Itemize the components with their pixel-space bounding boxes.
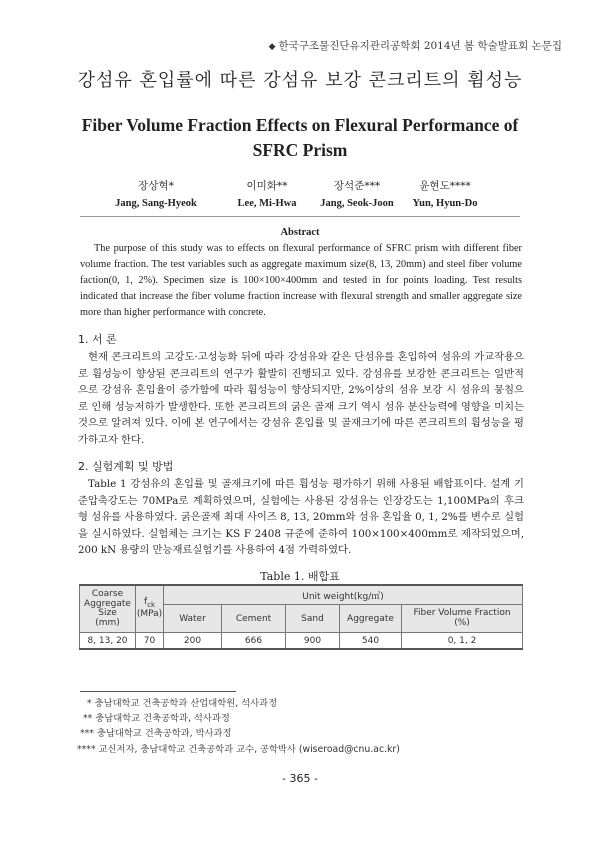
page-number: - 365 - xyxy=(282,772,318,785)
header-sand: Sand xyxy=(286,605,340,633)
footnote: * 충남대학교 건축공학과 산업대학원, 석사과정 xyxy=(87,698,278,709)
table-cell: 666 xyxy=(222,633,286,650)
section-heading-method: 2. 실험계획 및 방법 xyxy=(78,460,174,473)
section-text-method: Table 1 강섬유의 혼입률 및 골재크기에 따른 휨성능 평가하기 위해 사용된 배합표이다. 설계 기준압축강도는 70MPa로 계획하였으며, 실험에는 사용된 강섬유는 인장강도는 1,100MPa의 후크형 섬유를 사용하였다. 굵은골재 최대 사이즈 8, 13, 20mm와 섬유 혼입율 0, 1, 2%를 변수로 실험을 실시하였다. 실험체는 크기는 KS F 2408 규준에 준하여 100×100×400mm로 제작되었으며, 200 kN 용량의 만능재료실험기를 사용하여 4점 가력하였다. xyxy=(78,478,524,556)
header-water: Water xyxy=(164,605,222,633)
abstract-text: The purpose of this study was to effects on flexural performance of SFRC prism with different fiber volume fraction. The test variables such as aggregate maximum size(8, 13, 20mm) and steel fiber volume faction(0, 1, 2%). Specimen size is 100×100×400mm and tested in for points loading. Test results indicated that increase the fiber volume fraction increase with flexural strength and smaller aggregate size more than higher performance with concrete. xyxy=(80,243,522,318)
footnote: ** 충남대학교 건축공학과, 석사과정 xyxy=(83,713,230,725)
divider xyxy=(80,216,520,217)
title-english-line-1: Fiber Volume Fraction Effects on Flexural Performance of xyxy=(81,115,519,135)
author-name-en: Lee, Mi-Hwa xyxy=(237,198,297,209)
table-cell: 0, 1, 2 xyxy=(402,633,523,650)
footnote: **** 교신저자, 충남대학교 건축공학과 교수, 공학박사 (wiseroad@cnu.ac.kr) xyxy=(77,743,400,755)
table-cell: 8, 13, 20 xyxy=(80,633,136,650)
title-english xyxy=(60,113,540,163)
section-text-introduction: 현재 콘크리트의 고강도·고성능화 뒤에 따라 강섬유와 같은 단섬유를 혼입하여 섬유의 가교작용으로 휨성능이 향상된 콘크리트의 연구가 활발히 진행되고 있다. 강섬유를 보강한 콘크리트는 일반적으로 강섬유 혼입율이 증가함에 따라 휨성능이 향상되지만, 2%이상의 섬유 보강 시 섬유의 뭉침으로 인해 성능저하가 발생한다. 또한 콘크리트의 굵은 골재 크기 역시 섬유 분산능력에 영향을 미치는 것으로 알려져 있다. 이에 본 연구에서는 강섬유 혼입률 및 골재크기에 따른 콘크리트의 휨성능을 평가하고자 한다. xyxy=(78,351,524,446)
footnote: *** 충남대학교 건축공학과, 박사과정 xyxy=(80,728,232,740)
author-name-ko: 장석준*** xyxy=(333,180,381,192)
author-name-en: Jang, Seok-Joon xyxy=(320,198,394,209)
header-fiber-volume-fraction: Fiber Volume Fraction (%) xyxy=(402,605,523,633)
author-name-en: Yun, Hyun-Do xyxy=(412,198,478,209)
header-aggregate: Aggregate xyxy=(340,605,402,633)
title-english-line-2: SFRC Prism xyxy=(252,140,348,160)
table-caption: Table 1. 배합표 xyxy=(260,570,340,583)
footnotes xyxy=(77,696,400,757)
author-4 xyxy=(385,178,505,212)
running-header xyxy=(269,38,562,53)
diamond-icon: ◆ xyxy=(268,42,276,52)
table-cell: 900 xyxy=(286,633,340,650)
title-korean: 강섬유 혼입률에 따른 강섬유 보강 콘크리트의 휨성능 xyxy=(77,70,523,91)
table-cell: 540 xyxy=(340,633,402,650)
author-name-en: Jang, Sang-Hyeok xyxy=(115,198,197,209)
author-1 xyxy=(96,178,216,212)
author-name-ko: 장상혁* xyxy=(138,180,174,192)
journal-name: 한국구조물진단유지관리공학회 2014년 봄 학술발표회 논문집 xyxy=(278,40,562,52)
header-coarse-aggregate: Coarse Aggregate Size (mm) xyxy=(80,585,136,633)
header-cement: Cement xyxy=(222,605,286,633)
header-fck: $f_{ck}$ (MPa) xyxy=(136,585,164,633)
author-name-ko: 윤현도**** xyxy=(419,180,471,192)
header-unit-weight: Unit weight(kg/㎥) xyxy=(164,585,523,605)
author-name-ko: 이미화** xyxy=(246,180,288,192)
section-heading-introduction: 1. 서 론 xyxy=(78,333,117,346)
abstract-heading: Abstract xyxy=(280,227,320,238)
table-cell: 70 xyxy=(136,633,164,650)
table-row xyxy=(80,633,523,650)
footnote-divider xyxy=(80,691,236,692)
table-cell: 200 xyxy=(164,633,222,650)
mix-proportion-table xyxy=(79,584,523,650)
